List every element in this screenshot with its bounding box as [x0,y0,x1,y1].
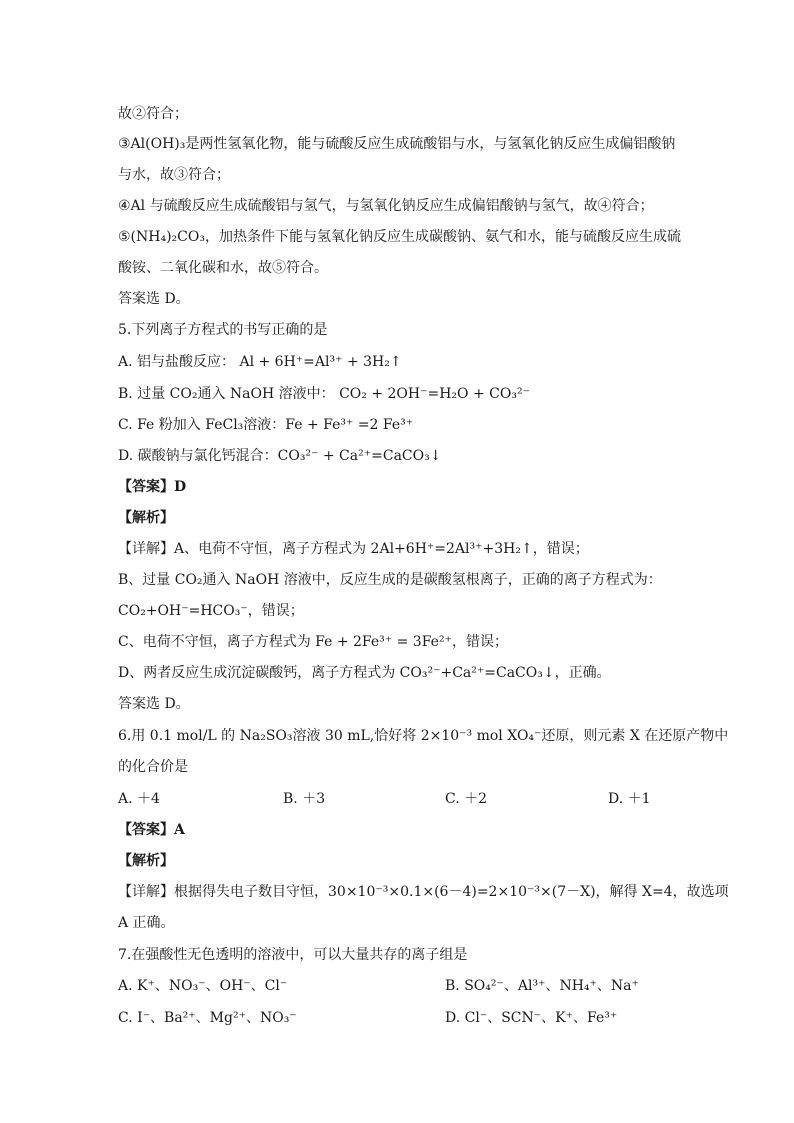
question-7-option-a: A. K⁺、NO₃⁻、OH⁻、Cl⁻ [118,978,288,994]
question-5-option-a: A. 铝与盐酸反应： Al + 6H⁺=Al³⁺ + 3H₂↑ [118,354,402,370]
analysis-label: 【解析】 [118,510,174,526]
detail-line: 【详解】A、电荷不守恒，离子方程式为 2Al+6H⁺=2Al³⁺+3H₂↑，错误； [118,541,589,557]
detail-line: CO₂+OH⁻=HCO₃⁻，错误； [118,603,304,619]
question-5-option-c: C. Fe 粉加入 FeCl₃溶液：Fe + Fe³⁺ =2 Fe³⁺ [118,417,414,433]
detail-line: 【详解】根据得失电子数目守恒，30×10⁻³×0.1×(6－4)=2×10⁻³×(7－X)，解得 X=4，故选项 [118,884,729,900]
answer-label: 【答案】D [118,479,187,495]
text-line: 与水，故③符合； [118,167,230,183]
text-line: ③Al(OH)₃是两性氢氧化物，能与硫酸反应生成硫酸铝与水，与氢氧化钠反应生成偏铝酸钠 [118,136,676,152]
text-line: 酸铵、二氧化碳和水，故⑤符合。 [118,260,328,276]
analysis-label: 【解析】 [118,853,174,869]
question-7-option-b: B. SO₄²⁻、Al³⁺、NH₄⁺、Na⁺ [445,978,639,994]
question-6-stem-cont: 的化合价是 [118,759,188,775]
answer-label: 【答案】A [118,822,185,838]
question-6-option-d: D. ＋1 [608,791,651,807]
question-5-option-b: B. 过量 CO₂通入 NaOH 溶液中： CO₂ + 2OH⁻=H₂O + CO₃²⁻ [118,386,530,402]
question-6-stem: 6.用 0.1 mol/L 的 Na₂SO₃溶液 30 mL,恰好将 2×10⁻³ mol XO₄⁻还原，则元素 X 在还原产物中 [118,728,729,744]
detail-line: C、电荷不守恒，离子方程式为 Fe + 2Fe³⁺ = 3Fe²⁺，错误； [118,634,508,650]
text-line: ④Al 与硫酸反应生成硫酸铝与氢气，与氢氧化钠反应生成偏铝酸钠与氢气，故④符合； [118,198,654,214]
answer-line: 答案选 D。 [118,696,190,712]
question-6-option-a: A. ＋4 [118,791,160,807]
question-6-option-b: B. ＋3 [283,791,326,807]
question-5-stem: 5.下列离子方程式的书写正确的是 [118,322,328,338]
question-7-option-d: D. Cl⁻、SCN⁻、K⁺、Fe³⁺ [445,1010,618,1026]
question-6-option-c: C. ＋2 [445,791,488,807]
detail-line: B、过量 CO₂通入 NaOH 溶液中，反应生成的是碳酸氢根离子，正确的离子方程式为： [118,572,662,588]
detail-line: A 正确。 [118,915,175,931]
answer-line: 答案选 D。 [118,291,190,307]
question-5-option-d: D. 碳酸钠与氯化钙混合：CO₃²⁻ + Ca²⁺=CaCO₃↓ [118,448,442,464]
detail-line: D、两者反应生成沉淀碳酸钙，离子方程式为 CO₃²⁻+Ca²⁺=CaCO₃↓，正确。 [118,665,611,681]
question-7-option-c: C. I⁻、Ba²⁺、Mg²⁺、NO₃⁻ [118,1010,297,1026]
question-7-stem: 7.在强酸性无色透明的溶液中，可以大量共存的离子组是 [118,947,468,963]
text-line: ⑤(NH₄)₂CO₃，加热条件下能与氢氧化钠反应生成碳酸钠、氨气和水，能与硫酸反应生成硫 [118,229,681,245]
text-line: 故②符合； [118,106,188,122]
